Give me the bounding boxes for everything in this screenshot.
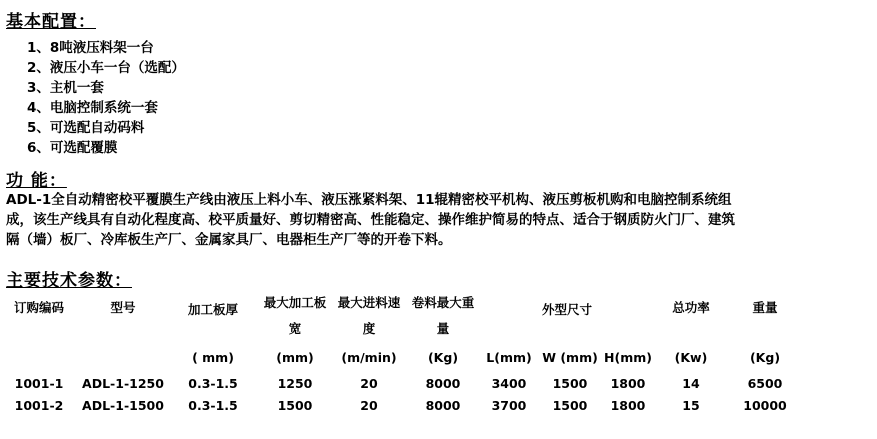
unit-width: (mm) [276, 349, 314, 365]
cell-mass: 10000 [743, 397, 787, 413]
function-line: 隔（墙）板厂、冷库板生产厂、金属家具厂、电器柜生产厂等的开卷下料。 [6, 232, 452, 248]
function-line: ADL-1全自动精密校平覆膜生产线由液压上料小车、液压涨紧料架、11辊精密校平机构、液压剪板机购和电脑控制系统组 [6, 192, 732, 208]
cell-h: 1800 [610, 397, 646, 413]
cell-speed: 20 [360, 375, 378, 391]
col-header-dims: 外型尺寸 [541, 302, 592, 317]
unit-power: (Kw) [674, 349, 708, 365]
unit-weight: (Kg) [427, 349, 459, 365]
basic-config-list [27, 38, 185, 158]
cell-weight: 8000 [425, 397, 461, 413]
cell-speed: 20 [360, 397, 378, 413]
unit-thickness: ( mm) [192, 349, 234, 365]
cell-weight: 8000 [425, 375, 461, 391]
cell-thickness: 0.3-1.5 [188, 397, 238, 413]
cell-width: 1500 [277, 397, 313, 413]
cell-power: 14 [682, 375, 700, 391]
cell-l: 3400 [491, 375, 527, 391]
config-item: 6、可选配覆膜 [27, 140, 118, 156]
specs-heading: 主要技术参数： [6, 271, 132, 291]
unit-l: L(mm) [486, 349, 532, 365]
table-row [0, 372, 802, 394]
specs-table [0, 290, 802, 416]
cell-w: 1500 [552, 397, 588, 413]
table-row [0, 394, 802, 416]
col-header-thickness: 加工板厚 [187, 302, 238, 317]
cell-order: 1001-2 [14, 397, 64, 413]
unit-h: H(mm) [604, 349, 652, 365]
basic-config-heading: 基本配置： [6, 12, 96, 32]
col-header-mass: 重量 [752, 300, 778, 315]
cell-h: 1800 [610, 375, 646, 391]
unit-mass: (Kg) [749, 349, 781, 365]
cell-width: 1250 [277, 375, 313, 391]
col-header-order: 订购编码 [13, 300, 64, 315]
cell-model: ADL-1-1500 [82, 397, 164, 413]
function-description [6, 190, 866, 250]
col-header-speed: 最大进料速 度 [337, 295, 401, 336]
cell-w: 1500 [552, 375, 588, 391]
cell-power: 15 [682, 397, 700, 413]
cell-mass: 6500 [747, 375, 783, 391]
cell-l: 3700 [491, 397, 527, 413]
col-header-model: 型号 [110, 300, 136, 315]
config-item: 4、电脑控制系统一套 [27, 100, 158, 116]
col-header-width: 最大加工板 宽 [263, 295, 327, 336]
cell-thickness: 0.3-1.5 [188, 375, 238, 391]
unit-speed: (m/min) [341, 349, 397, 365]
col-header-weight: 卷料最大重 量 [411, 295, 475, 336]
config-item: 1、8吨液压料架一台 [27, 40, 154, 56]
col-header-power: 总功率 [672, 300, 710, 315]
config-item: 5、可选配自动码料 [27, 120, 145, 136]
function-line: 成，该生产线具有自动化程度高、校平质量好、剪切精密高、性能稳定、操作维护简易的特点、适合于钢质防火门厂、建筑 [6, 212, 735, 228]
cell-order: 1001-1 [14, 375, 64, 391]
config-item: 3、主机一套 [27, 80, 104, 96]
function-heading: 功 能： [6, 171, 67, 191]
config-item: 2、液压小车一台（选配） [27, 60, 185, 76]
cell-model: ADL-1-1250 [82, 375, 164, 391]
unit-w: W (mm) [542, 349, 598, 365]
